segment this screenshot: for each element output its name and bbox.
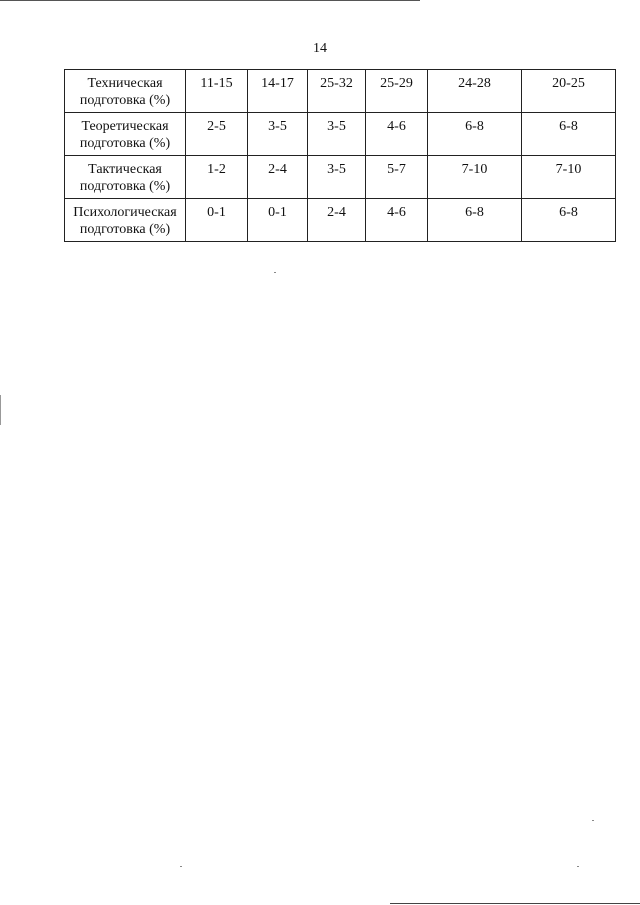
scan-speck [577,866,579,867]
page-number: 14 [313,41,327,56]
table-cell: 3-5 [308,156,366,199]
table-cell: 6-8 [428,199,522,242]
table-cell: 3-5 [248,113,308,156]
table-cell: 7-10 [428,156,522,199]
table-cell: 2-4 [308,199,366,242]
table-cell: 4-6 [366,199,428,242]
scan-edge-left [0,395,1,425]
table-cell: 24-28 [428,70,522,113]
table-cell: 1-2 [186,156,248,199]
training-table [64,69,616,242]
scan-speck [592,820,594,821]
row-label-line: подготовка (%) [79,179,171,194]
table-row [65,70,616,113]
row-label-line: подготовка (%) [79,136,171,151]
row-label [65,70,186,113]
table-cell: 6-8 [522,199,616,242]
table-cell: 7-10 [522,156,616,199]
table-cell: 4-6 [366,113,428,156]
table-cell: 3-5 [308,113,366,156]
table-cell: 11-15 [186,70,248,113]
table-cell: 0-1 [186,199,248,242]
table-cell: 5-7 [366,156,428,199]
table-row [65,113,616,156]
table-row [65,199,616,242]
row-label-line: Тактическая [88,162,162,177]
row-label [65,199,186,242]
table-cell: 0-1 [248,199,308,242]
table-cell: 6-8 [522,113,616,156]
row-label-line: подготовка (%) [79,93,171,108]
table-cell: 25-32 [308,70,366,113]
row-label-line: Техническая [87,76,163,91]
row-label-line: Теоретическая [81,119,169,134]
table-cell: 2-4 [248,156,308,199]
row-label [65,156,186,199]
table-row [65,156,616,199]
table-cell: 20-25 [522,70,616,113]
scan-edge-top [0,0,420,1]
scan-edge-bottom [390,903,640,904]
scan-speck [274,272,276,273]
table-cell: 6-8 [428,113,522,156]
table-cell: 14-17 [248,70,308,113]
table-cell: 2-5 [186,113,248,156]
row-label-line: подготовка (%) [79,222,171,237]
table-cell: 25-29 [366,70,428,113]
scan-speck [180,866,182,867]
row-label-line: Психологическая [73,205,177,220]
row-label [65,113,186,156]
